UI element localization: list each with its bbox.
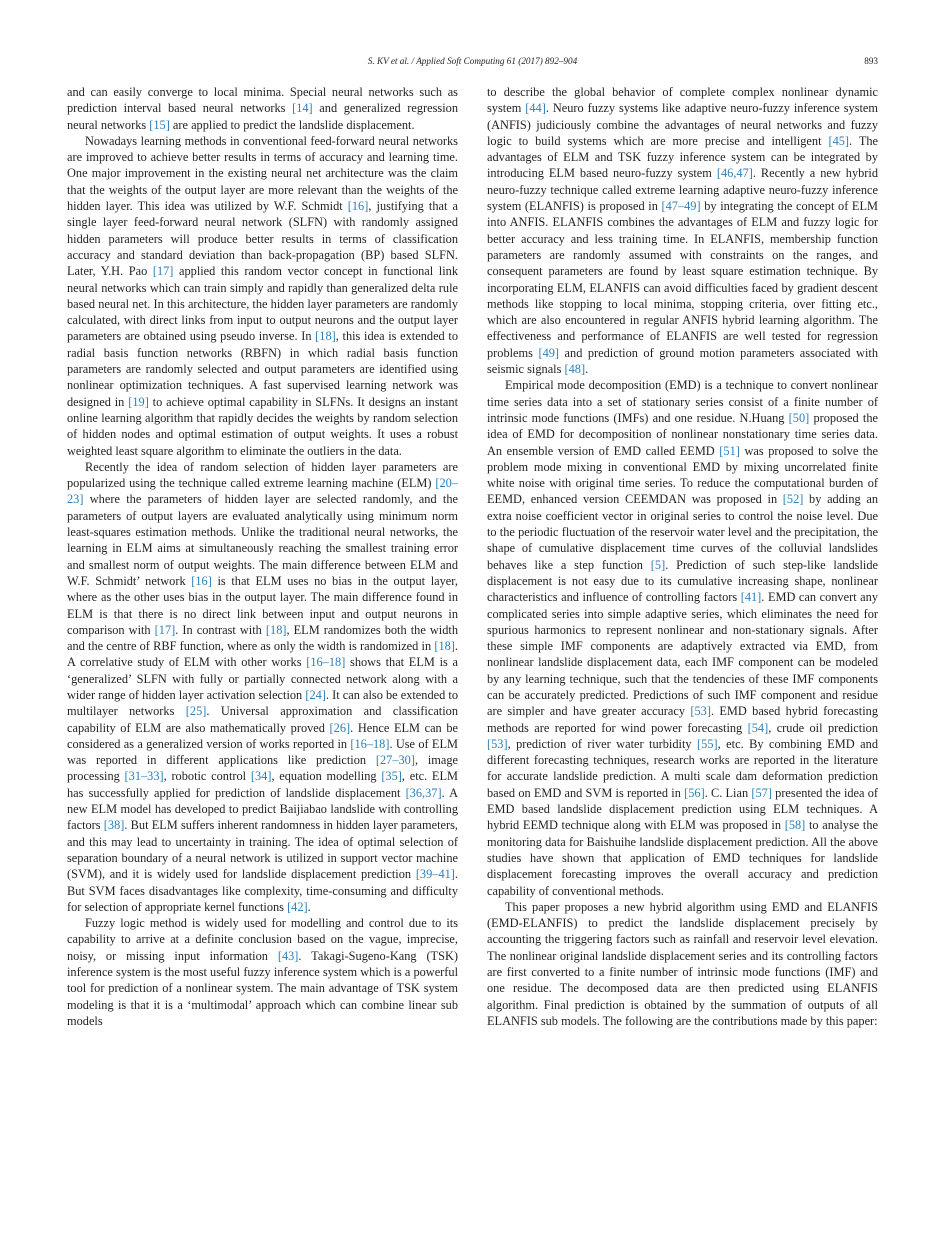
body-text: and can easily converge to local minima. Special neural networks such as prediction interval based neural networks <box>67 85 458 116</box>
body-text: was proposed to solve the problem mode mixing in conventional EMD by mixing uncorrelated finite white noise with original time series. To reduce the computational burden of EEMD, enhanced version CEEMDAN was proposed in <box>487 443 878 507</box>
body-text: to describe the global behavior of complete complex nonlinear dynamic system <box>487 85 878 116</box>
body-text: , equation modelling <box>271 769 382 784</box>
citation-link[interactable]: [45] <box>828 133 850 148</box>
body-text: , image processing <box>67 753 458 784</box>
body-text: are applied to predict the landslide displacement. <box>169 117 415 132</box>
citation-link[interactable]: [52] <box>782 492 804 507</box>
body-text: where the parameters of hidden layer are selected randomly, and the parameters of output layers are evaluated analytically using minimum norm least-squares estimation methods. Unlike the traditional neural networks, the learning in ELM aims at simultaneously reaching the smallest training error and smallest norm of output weights. The main difference between ELM and W.F. Schmidt’ network <box>67 492 458 588</box>
citation-link[interactable]: [16–18] <box>350 736 390 751</box>
body-text: . Prediction of such step-like landslide displacement is not easy due to its cumulative increasing shape, nonlinear characteristics and influence of controlling factors <box>487 557 878 605</box>
journal-citation: S. KV et al. / Applied Soft Computing 61 (2017) 892–904 <box>367 56 578 66</box>
citation-link[interactable]: [16] <box>191 573 212 588</box>
citation-link[interactable]: [14] <box>292 101 313 116</box>
body-text: to analyse the monitoring data for Baishuihe landslide displacement prediction. All the above studies have shown that application of EMD techniques for landslide displacement forecasting improves the overall accuracy and prediction capability of conventional methods. <box>487 818 878 898</box>
body-text: . Hence ELM can be considered as a generalized version of works reported in <box>67 720 458 751</box>
body-text: , prediction of river water turbidity <box>507 736 698 751</box>
citation-link[interactable]: [24] <box>305 687 326 702</box>
citation-link[interactable]: [25] <box>185 704 207 719</box>
body-text: . But ELM suffers inherent randomness in hidden layer parameters, and this may lead to uncertainty in training. The idea of optimal selection of separation boundary of a neural network is utilized in support vector machine (SVM), and it is widely used for landslide displacement prediction <box>67 818 459 882</box>
citation-link[interactable]: [16–18] <box>306 655 346 670</box>
body-text: . <box>585 362 589 377</box>
citation-link[interactable]: [41] <box>740 590 762 605</box>
citation-link[interactable]: [44] <box>525 101 546 116</box>
citation-link[interactable]: [20–23] <box>67 476 458 507</box>
citation-link[interactable]: [39–41] <box>415 867 455 882</box>
citation-link[interactable]: [17] <box>154 622 176 637</box>
citation-link[interactable]: [53] <box>487 736 508 751</box>
paragraph <box>487 84 878 377</box>
citation-link[interactable]: [38] <box>103 818 125 833</box>
citation-link[interactable]: [36,37] <box>405 785 442 800</box>
body-text: . Neuro fuzzy systems like adaptive neuro-fuzzy inference system (ANFIS) judiciously combine the advantages of neural networks and fuzzy logic to build systems which are more precise and intelligent <box>487 101 879 148</box>
citation-link[interactable]: [53] <box>690 704 711 719</box>
body-text: . In contrast with <box>175 622 266 637</box>
body-text: This paper proposes a new hybrid algorithm using EMD and ELANFIS (EMD-ELANFIS) to predict the landslide displacement precisely by accounting the triggering factors such as rainfall and reservoir level elevation. The nonlinear original landslide displacement series and its controlling factors are first converted to a finite number of intrinsic mode functions (IMF) and one residue. The decomposed data are then predicted using ELANFIS algorithm. Final prediction is obtained by the summation of outputs of all ELANFIS sub models. The following are the contributions made by this paper: <box>487 899 878 1028</box>
body-text: . A correlative study of ELM with other works <box>67 639 458 670</box>
body-text: and prediction of ground motion parameters associated with seismic signals <box>487 345 878 377</box>
body-text: and generalized regression neural networks <box>67 101 458 132</box>
citation-link[interactable]: [50] <box>788 410 810 425</box>
body-text: Nowadays learning methods in conventional feed-forward neural networks are improved to achieve better results in terms of accuracy and learning time. One major improvement in the existing neural net architecture was the claim that the weights of the output layer are more relevant than the weights of the hidden layer. This idea was utilized by W.F. Schmidt <box>67 133 458 214</box>
paragraph <box>67 133 458 459</box>
body-text: . <box>307 899 311 914</box>
citation-link[interactable]: [55] <box>697 736 718 751</box>
citation-link[interactable]: [43] <box>277 948 299 963</box>
body-text: , this idea is extended to radial basis function networks (RBFN) in which radial basis function parameters are randomly selected and output parameters are identified using nonlinear optimization techniques. A fast supervised learning network was designed in <box>67 329 458 409</box>
citation-link[interactable]: [18] <box>265 622 287 637</box>
citation-link[interactable]: [19] <box>128 394 149 409</box>
citation-link[interactable]: [27–30] <box>375 753 415 768</box>
body-text: , robotic control <box>163 769 251 784</box>
body-text: Empirical mode decomposition (EMD) is a technique to convert nonlinear time series data into a set of stationary series consist of a finite number of intrinsic mode functions (IMFs) and one residue. N.Huang <box>487 378 878 425</box>
body-text: . EMD can convert any complicated series into simple adaptive series, which eliminates the need for spurious harmonics to represent nonlinear and non-stationary signals. After these simple IMF components are adaptively extracted via EMD, from nonlinear landslide displacement data, each IMF component can be modeled by any learning technique, such that the tendencies of these IMF components can be accurately predicted. Predictions of such IMF component and residue are simpler and have greater accuracy <box>487 590 879 719</box>
citation-link[interactable]: [42] <box>287 899 308 914</box>
body-text: . Recently a new hybrid neuro-fuzzy technique called extreme learning adaptive neuro-fuzzy inference system (ELANFIS) is proposed in <box>487 166 879 214</box>
body-text: is that ELM uses no bias in the output layer, where as the other uses bias in the output layer. The main difference found in ELM is that there is no direct link between input and output neurons in comparison with <box>67 573 458 637</box>
body-text: . Takagi-Sugeno-Kang (TSK) inference system is the most useful fuzzy inference system which is a powerful tool for prediction of a nonlinear system. The main advantage of TSK system modeling is that it is a ‘multimodal’ approach which can combine linear sub models <box>67 948 458 1028</box>
paragraph <box>67 459 458 915</box>
body-text: , justifying that a single layer feed-forward neural network (SLFN) with randomly assigned hidden parameters will produce better results in terms of classification accuracy and standard deviation than back-propagation (BP) based SLFN. Later, Y.H. Pao <box>67 199 458 279</box>
citation-link[interactable]: [18] <box>434 639 455 654</box>
citation-link[interactable]: [35] <box>381 769 402 784</box>
right-column <box>487 84 878 1029</box>
citation-link[interactable]: [49] <box>538 345 560 360</box>
citation-link[interactable]: [34] <box>250 769 272 784</box>
running-header <box>67 56 878 70</box>
body-text: proposed the idea of EMD for decomposition of nonlinear nonstationary time series data. An ensemble version of EMD called EEMD <box>487 410 878 458</box>
body-text: , crude oil prediction <box>768 720 878 735</box>
page-number: 893 <box>864 56 878 66</box>
paragraph <box>487 377 878 899</box>
citation-link[interactable]: [54] <box>747 720 769 735</box>
citation-link[interactable]: [17] <box>152 264 174 279</box>
citation-link[interactable]: [48] <box>564 362 586 377</box>
body-text: . It can also be extended to multilayer networks <box>67 687 458 719</box>
citation-link[interactable]: [56] <box>684 785 705 800</box>
citation-link[interactable]: [47–49] <box>661 199 701 214</box>
citation-link[interactable]: [18] <box>315 329 336 344</box>
body-text: . C. Lian <box>704 785 752 800</box>
paragraph <box>67 915 458 1029</box>
paragraph <box>487 899 878 1029</box>
body-text: . Use of ELM was reported in different applications like prediction <box>67 736 458 768</box>
citation-link[interactable]: [15] <box>149 117 170 132</box>
body-text: . Universal approximation and classification capability of ELM are also mathematically proved <box>67 704 459 735</box>
body-text: , etc. By combining EMD and different forecasting techniques, research works are reported in the literature for accurate landslide prediction. A multi scale dam deformation prediction based on EMD and SVM is reported in <box>487 736 878 800</box>
body-text: . But SVM faces disadvantages like complexity, time-consuming and difficulty for selection of appropriate kernel functions <box>67 867 458 914</box>
body-text: . The advantages of ELM and TSK fuzzy inference system can be integrated by introducing ELM based neuro-fuzzy system <box>487 133 879 181</box>
body-text: by adding an extra noise coefficient vector in original series to control the noise level. Due to the periodic fluctuation of the reservoir water level and the precipitation, the shape of cumulative displacement time curves of the colluvial landslides behaves like a step function <box>487 492 878 572</box>
body-text: applied this random vector concept in functional link neural networks which can train simply and rapidly than generalized delta rule based neural net. In this architecture, the hidden layer parameters are randomly calculated, with direct links from input to output neurons and the output layer parameters are obtained using pseudo inverse. In <box>67 264 458 344</box>
body-text: by integrating the concept of ELM into ANFIS. ELANFIS combines the advantages of ELM and fuzzy logic for better accuracy and less training time. In ELANFIS, membership function parameters are randomly assumed with constraints on the ranges, and consequent parameters are found by least square estimation technique. By incorporating ELM, ELANFIS can avoid difficulties faced by gradient descent methods like stopping to local minima, stopping criteria, over fitting etc., which are also encountered in regular ANFIS hybrid learning algorithm. The effectiveness and performance of ELANFIS are well tested for regression problems <box>487 199 878 360</box>
citation-link[interactable]: [46,47] <box>716 166 753 181</box>
left-column <box>67 84 458 1029</box>
citation-link[interactable]: [5] <box>650 557 666 572</box>
body-text: shows that ELM is a ‘generalized’ SLFN with fully or partially connected network along with a wider range of hidden layer activation selection <box>67 655 458 702</box>
body-text: Fuzzy logic method is widely used for modelling and control due to its capability to arrive at a definite conclusion based on the vague, imprecise, noisy, or missing input information <box>67 916 458 963</box>
body-text: , etc. ELM has successfully applied for prediction of landslide displacement <box>67 769 458 800</box>
body-text: . A new ELM model has developed to predict Baijiabao landslide with controlling factors <box>67 785 459 833</box>
paragraph <box>67 84 458 133</box>
citation-link[interactable]: [58] <box>784 818 806 833</box>
body-text: to achieve optimal capability in SLFNs. It designs an instant online learning algorithm that rapidly decides the weights by random selection of hidden nodes and optimal estimation of output weights. It uses a robust weighted least square algorithm to eliminate the outliers in the data. <box>67 394 459 458</box>
citation-link[interactable]: [26] <box>329 720 351 735</box>
citation-link[interactable]: [16] <box>347 199 369 214</box>
body-text: . EMD based hybrid forecasting methods are reported for wind power forecasting <box>487 704 878 735</box>
body-text: presented the idea of EMD based landslide displacement prediction using ELM techniques. A hybrid EEMD technique along with ELM was proposed in <box>487 785 878 833</box>
body-text: Recently the idea of random selection of hidden layer parameters are popularized using the technique called extreme learning machine (ELM) <box>67 459 458 491</box>
citation-link[interactable]: [31–33] <box>124 769 164 784</box>
citation-link[interactable]: [57] <box>751 785 772 800</box>
citation-link[interactable]: [51] <box>719 443 740 458</box>
body-text: , ELM randomizes both the width and the centre of RBF function, where as only the width is randomized in <box>67 622 458 654</box>
